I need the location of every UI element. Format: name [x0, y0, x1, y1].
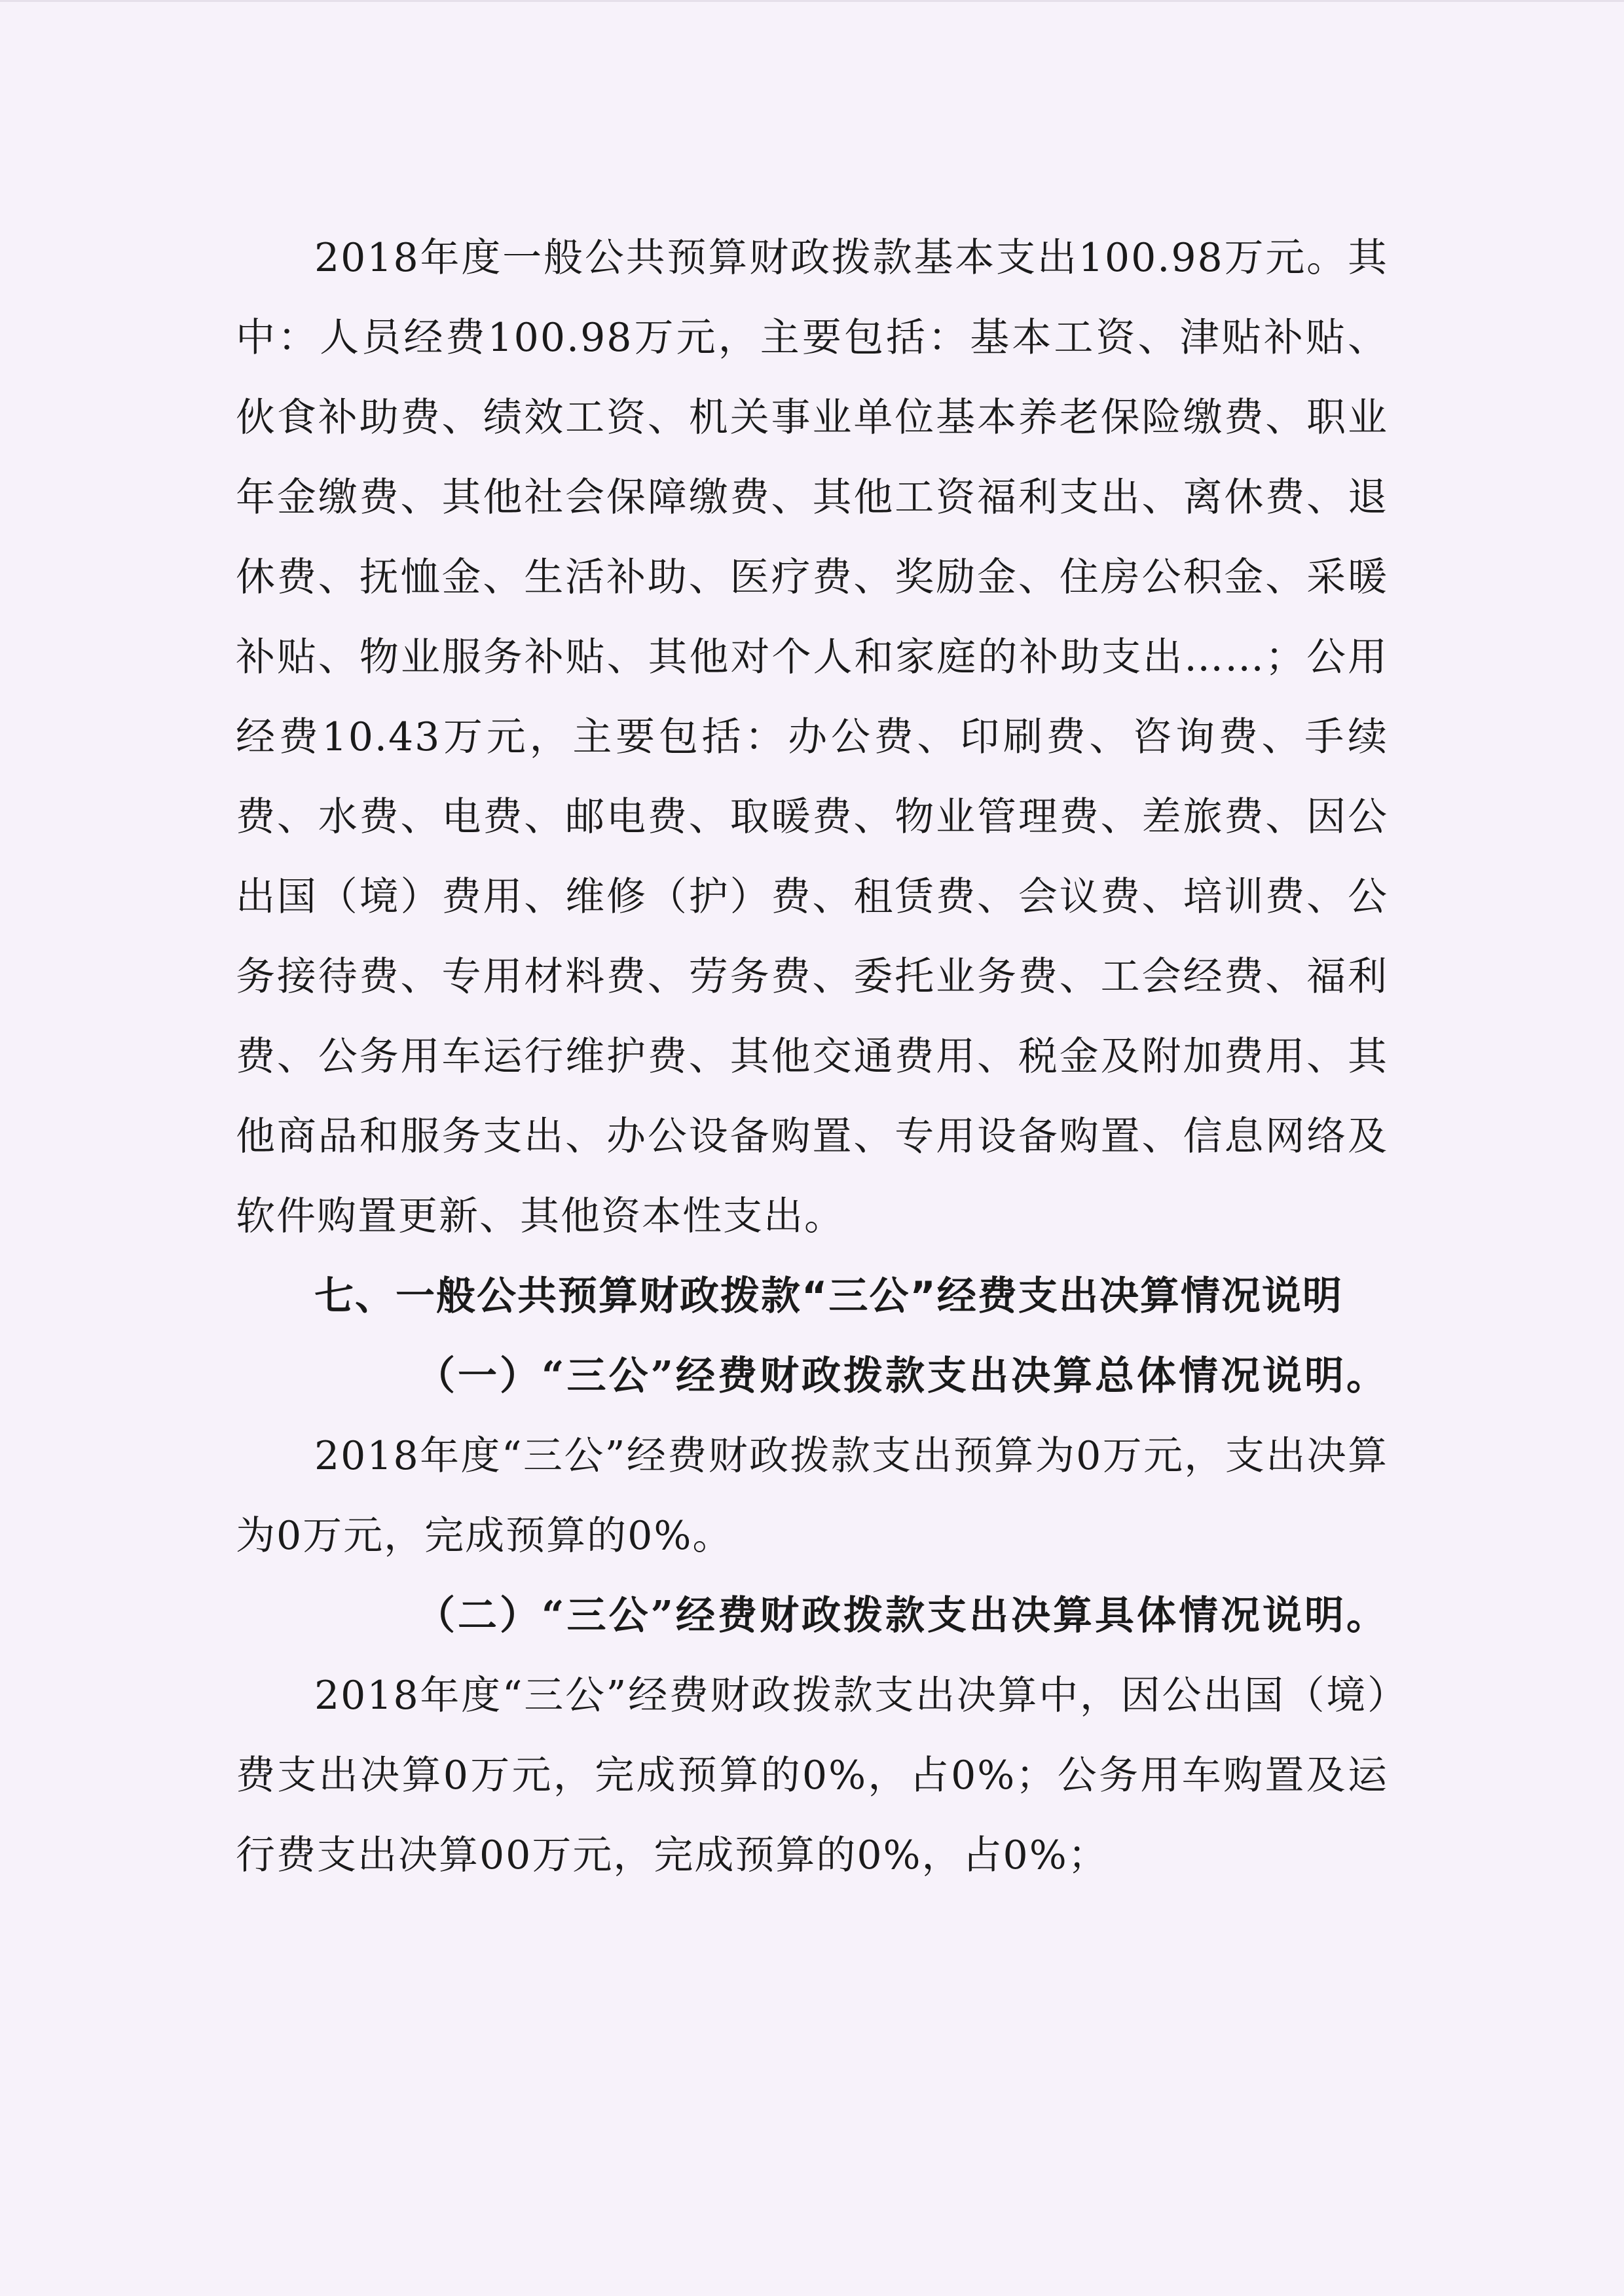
overall-situation-subheading: （一）“三公”经费财政拨款支出决算总体情况说明。 [415, 1353, 1388, 1399]
specific-situation-subheading: （二）“三公”经费财政拨款支出决算具体情况说明。 [415, 1593, 1388, 1639]
overall-situation-paragraph: 2018年度“三公”经费财政拨款支出预算为0万元，支出决算为0万元，完成预算的0%。 [236, 1433, 1388, 1559]
basic-expenditure-paragraph: 2018年度一般公共预算财政拨款基本支出100.98万元。其中：人员经费100.98万元，主要包括：基本工资、津贴补贴、伙食补助费、绩效工资、机关事业单位基本养老保险缴费、职业年金缴费、其他社会保障缴费、其他工资福利支出、离休费、退休费、抚恤金、生活补助、医疗费、奖励金、住房公积金、采暖补贴、物业服务补贴、其他对个人和家庭的补助支出……；公用经费10.43万元，主要包括：办公费、印刷费、咨询费、手续费、水费、电费、邮电费、取暖费、物业管理费、差旅费、因公出国（境）费用、维修（护）费、租赁费、会议费、培训费、公务接待费、专用材料费、劳务费、委托业务费、工会经费、福利费、公务用车运行维护费、其他交通费用、税金及附加费用、其他商品和服务支出、办公设备购置、专用设备购置、信息网络及软件购置更新、其他资本性支出。 [236, 235, 1388, 1239]
section-heading: 七、一般公共预算财政拨款“三公”经费支出决算情况说明 [314, 1273, 1343, 1319]
document-body [236, 218, 1388, 1895]
specific-situation-paragraph: 2018年度“三公”经费财政拨款支出决算中，因公出国（境）费支出决算0万元，完成预算的0%，占0%；公务用车购置及运行费支出决算00万元，完成预算的0%，占0%； [236, 1673, 1388, 1878]
